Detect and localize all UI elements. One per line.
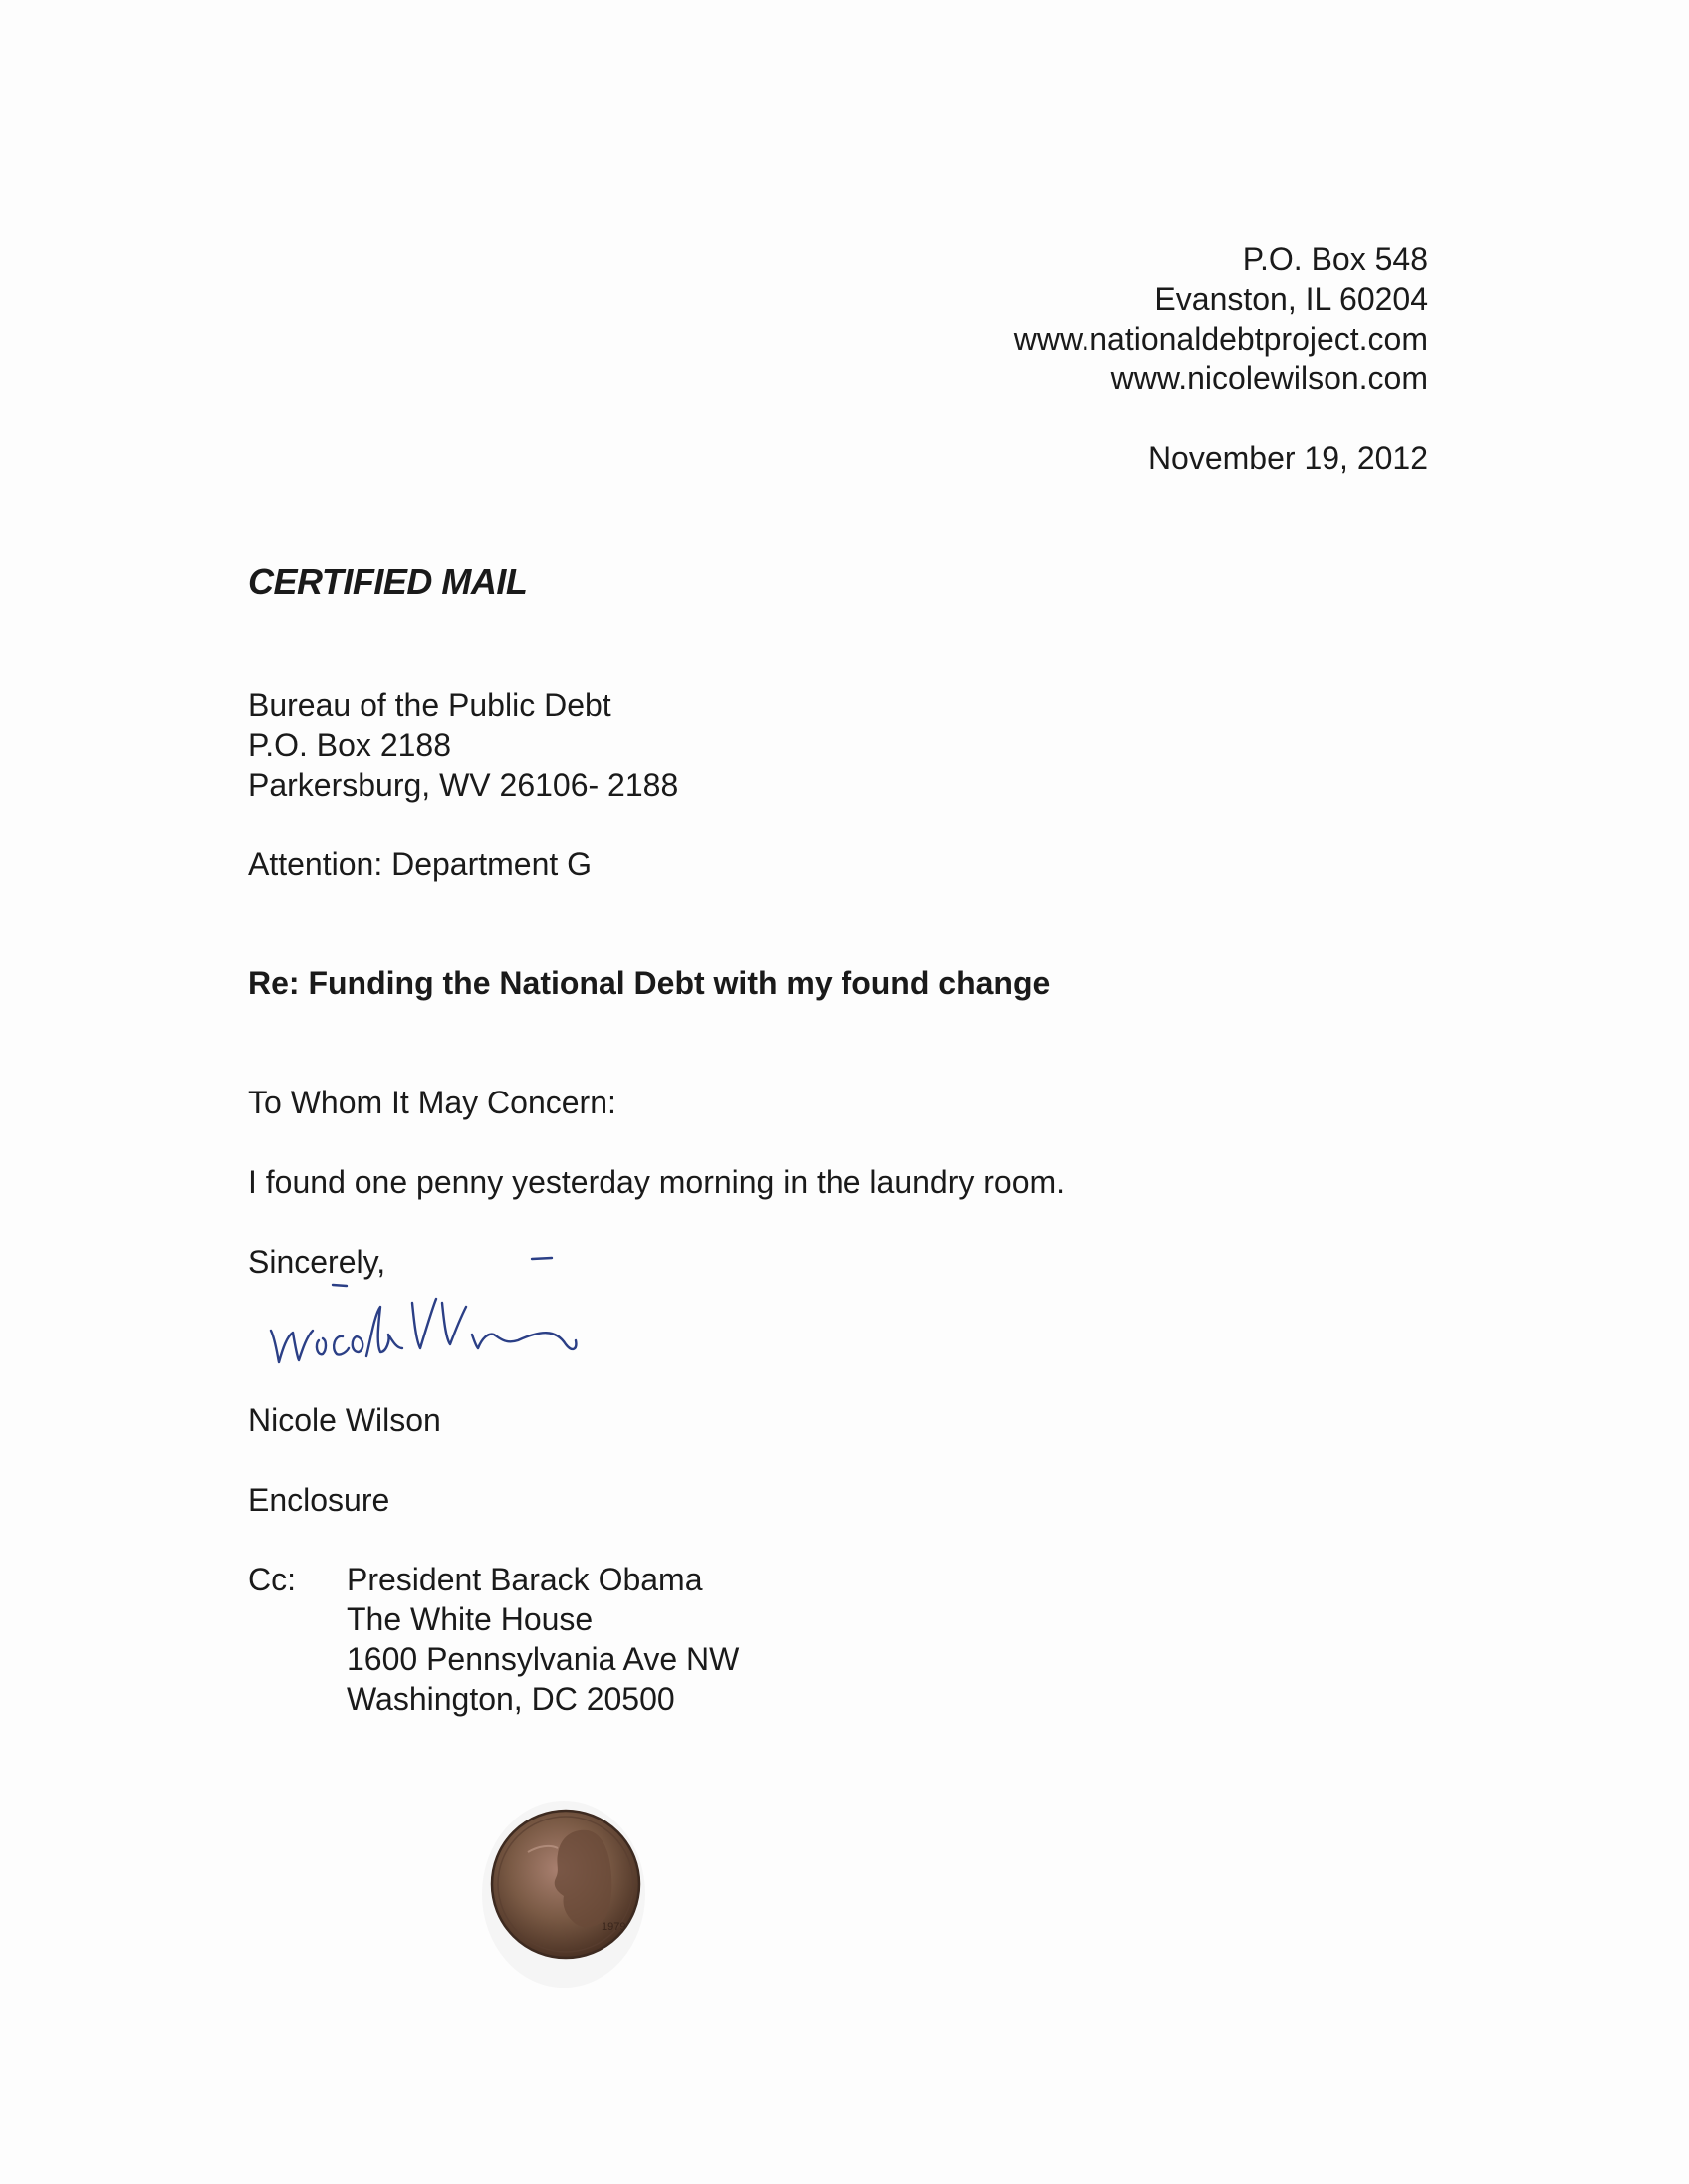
cc-name: President Barack Obama [347, 1562, 703, 1597]
subject-line: Re: Funding the National Debt with my found change [248, 965, 1051, 1001]
attention-line: Attention: Department G [248, 847, 593, 882]
sender-website-nicole-wilson: www.nicolewilson.com [1110, 361, 1428, 396]
closing: Sincerely, [248, 1244, 386, 1280]
signature-ink [271, 1258, 576, 1362]
sender-address-block [1014, 239, 1428, 398]
cc-address-block [347, 1560, 739, 1719]
letter-body: I found one penny yesterday morning in the laundry room. [248, 1164, 1066, 1200]
coin-year: 1979 [602, 1921, 626, 1933]
recipient-city-state-zip: Parkersburg, WV 26106- 2188 [248, 767, 679, 803]
signer-name: Nicole Wilson [248, 1402, 441, 1438]
handwritten-signature [261, 1245, 679, 1374]
recipient-po-box: P.O. Box 2188 [248, 727, 451, 763]
salutation: To Whom It May Concern: [248, 1085, 616, 1120]
sender-city-state-zip: Evanston, IL 60204 [1154, 281, 1428, 317]
penny-coin-icon [468, 1783, 657, 2002]
letter-date: November 19, 2012 [1147, 440, 1428, 476]
recipient-name: Bureau of the Public Debt [248, 687, 611, 723]
recipient-address-block [248, 685, 678, 805]
sender-po-box: P.O. Box 548 [1242, 241, 1428, 277]
cc-label: Cc: [248, 1562, 296, 1597]
enclosure-notation: Enclosure [248, 1482, 390, 1518]
cc-address-line1: The White House [347, 1601, 594, 1637]
cc-address-line3: Washington, DC 20500 [347, 1681, 675, 1717]
sender-website-national-debt-project: www.nationaldebtproject.com [1013, 321, 1428, 357]
certified-mail-heading: CERTIFIED MAIL [248, 561, 528, 602]
cc-address-line2: 1600 Pennsylvania Ave NW [347, 1641, 740, 1677]
